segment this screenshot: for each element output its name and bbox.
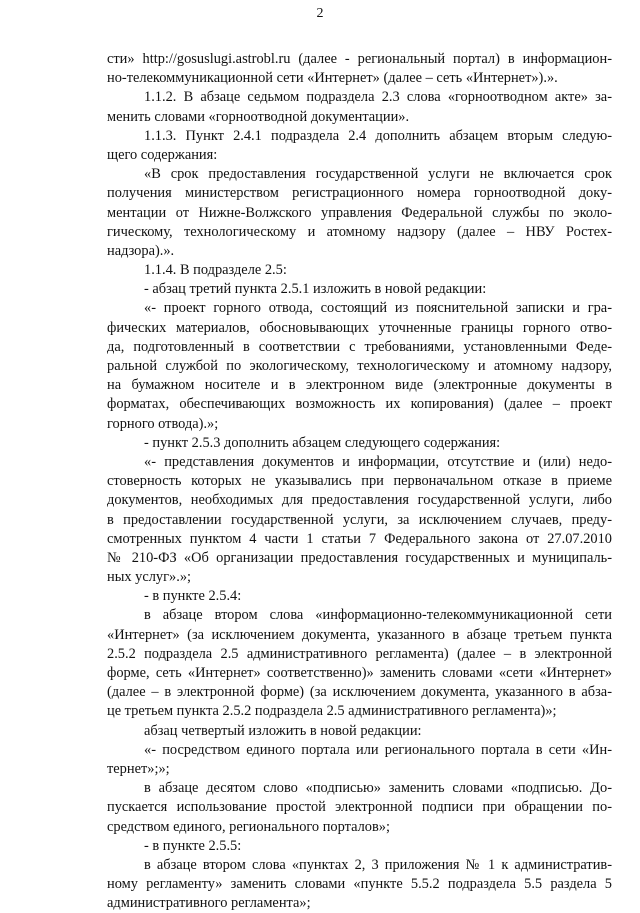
text-line: стоверность которых не указывались при первоначальном отказе в приеме xyxy=(107,473,612,490)
text-line: пускается использование простой электронной подписи при обращении по- xyxy=(107,799,612,816)
text-line: тернет»;»; xyxy=(107,760,170,777)
text-line: «- посредством единого портала или регионального портала в сети «Ин- xyxy=(144,741,612,758)
text-line: средством единого, регионального порталов»; xyxy=(107,818,390,835)
text-line: смотренных пунктом 4 части 1 статьи 7 Федерального закона от 27.07.2010 xyxy=(107,530,612,547)
text-line: на бумажном носителе и в электронном виде (электронные документы в xyxy=(107,377,612,394)
text-line: - в пункте 2.5.4: xyxy=(144,588,242,605)
text-line: документов, необходимых для предоставления государственной услуги, либо xyxy=(107,492,612,509)
text-line: в абзаце втором слова «пунктах 2, 3 приложения № 1 к административ- xyxy=(144,856,612,873)
text-line: це третьем пункта 2.5.2 подраздела 2.5 административного регламента)»; xyxy=(107,703,557,720)
text-line: горного отвода).»; xyxy=(107,415,219,432)
text-line: «- проект горного отвода, состоящий из пояснительной записки и гра- xyxy=(144,300,612,317)
text-line: щего содержания: xyxy=(107,146,218,163)
text-line: «В срок предоставления государственной услуги не включается срок xyxy=(144,166,612,183)
text-line: ных услуг».»; xyxy=(107,569,192,586)
text-line: но-телекоммуникационной сети «Интернет» (далее – сеть «Интернет»).». xyxy=(107,70,558,87)
document-body xyxy=(107,50,612,913)
text-line: 1.1.3. Пункт 2.4.1 подраздела 2.4 дополнить абзацем вторым следую- xyxy=(144,127,612,144)
text-line: в предоставлении государственной услуги, за исключением случаев, преду- xyxy=(107,511,612,528)
text-line: - в пункте 2.5.5: xyxy=(144,837,242,854)
text-line: менить словами «горноотводной документации». xyxy=(107,108,410,125)
text-line: - пункт 2.5.3 дополнить абзацем следующего содержания: xyxy=(144,434,501,451)
text-line: (далее – в электронной форме) (за исключением документа, указанного в абза- xyxy=(107,684,612,701)
text-line: сти» http://gosuslugi.astrobl.ru (далее - региональный портал) в информацион- xyxy=(107,51,612,67)
text-line: да, подготовленный в соответствии с требованиями, установленными Феде- xyxy=(107,338,612,355)
text-line: надзора).». xyxy=(107,242,175,259)
text-line: в абзаце десятом слово «подписью» заменить словами «подписью. До- xyxy=(144,780,612,797)
text-line: получения министерством регистрационного номера горноотводной доку- xyxy=(107,185,612,202)
text-line: абзац четвертый изложить в новой редакции: xyxy=(144,722,422,739)
text-line: ральной службой по экологическому, технологическому и атомному надзору, xyxy=(107,358,612,374)
text-line: ному регламенту» заменить словами «пункте 5.5.2 подраздела 5.5 раздела 5 xyxy=(107,876,612,893)
text-line: ментации от Нижне-Волжского управления Федеральной службы по эколо- xyxy=(107,204,612,221)
text-line: № 210-ФЗ «Об организации предоставления государственных и муниципаль- xyxy=(107,549,612,566)
text-line: в абзаце втором слова «информационно-телекоммуникационной сети xyxy=(144,607,612,624)
text-line: 1.1.2. В абзаце седьмом подраздела 2.3 слова «горноотводном акте» за- xyxy=(144,89,612,106)
text-line: гическому, технологическому и атомному надзору (далее – НВУ Ростех- xyxy=(107,223,612,240)
text-line: 1.1.4. В подразделе 2.5: xyxy=(144,262,287,279)
text-line: административного регламента»; xyxy=(107,895,311,912)
text-line: 2.5.2 подраздела 2.5 административного регламента) (далее – в электронной xyxy=(107,645,612,662)
text-line: фических материалов, обосновывающих уточненные границы горного отво- xyxy=(107,319,612,336)
page-number: 2 xyxy=(316,6,324,21)
text-line: форме, сеть «Интернет» соответственно)» заменить словами «сети «Интернет» xyxy=(107,665,612,681)
text-line: «Интернет» (за исключением документа, указанного в абзаце третьем пункта xyxy=(107,626,612,643)
text-line: - абзац третий пункта 2.5.1 изложить в новой редакции: xyxy=(144,281,487,298)
text-line: форматах, обеспечивающих возможность их копирования) (далее – проект xyxy=(107,396,612,413)
text-line: «- представления документов и информации, отсутствие и (или) недо- xyxy=(144,453,612,470)
